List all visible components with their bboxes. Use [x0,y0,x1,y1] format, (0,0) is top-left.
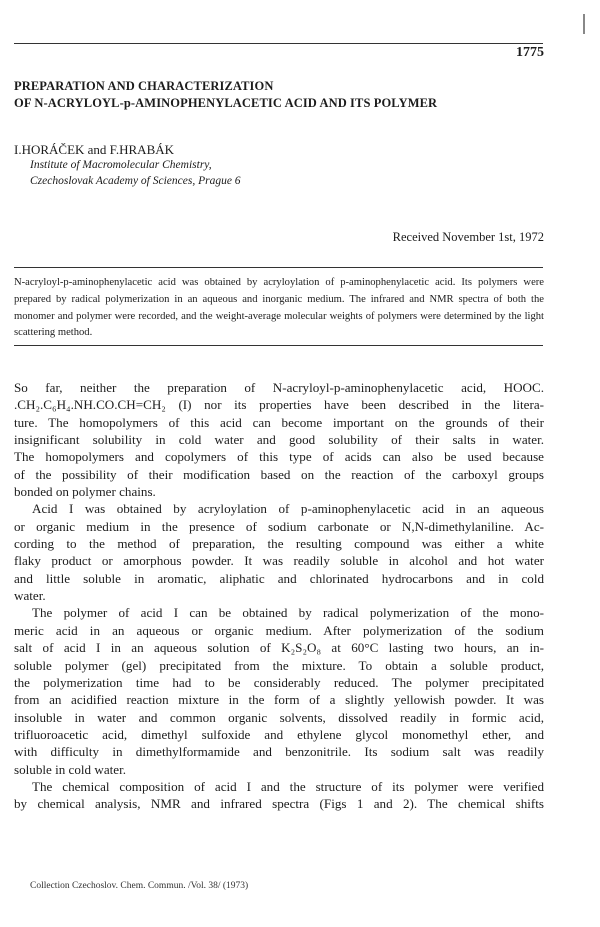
affiliation [30,157,241,189]
body-line: soluble polymer (gel) precipitated from the mixture. To obtain a soluble product, [14,657,544,673]
body-line: from an acidified reaction mixture in the form of a slightly yellowish powder. It was [14,692,544,708]
body-line: salt of acid I in an aqueous solution of K₂S₂O₈ at 60°C lasting two hours, an in- [14,640,544,656]
body-line: The homopolymers and copolymers of this type of acids can also be used because [14,449,544,465]
body-text [14,379,544,813]
body-line: The polymer of acid I can be obtained by radical polymerization of the mono- [32,605,544,621]
abstract-rule-bottom [14,345,543,346]
body-line: of the possibility of their modification based on the reaction of the carboxyl groups [14,466,544,482]
abstract: N-acryloyl-p-aminophenylacetic acid was obtained by acryloylation of p-aminophenylacetic acid. Its polymers were prepared by radical polymerization in an aqueous and inorganic medium. The infrared and NMR spectra of both the monomer and polymer were recorded, and the weight-average molecular weights of polymers were determined by the light scattering method. [14,277,544,339]
body-line: soluble in cold water. [14,761,126,777]
body-line: meric acid in an aqueous or organic medium. After polymerization of the sodium [14,622,544,638]
received-date: Received November 1st, 1972 [392,230,544,244]
body-line: or organic medium in the presence of sodium carbonate or N,N-dimethylaniline. Ac- [14,518,544,534]
body-line: Acid I was obtained by acryloylation of p-aminophenylacetic acid in an aqueous [32,501,544,517]
affiliation-line-1: Institute of Macromolecular Chemistry, [30,159,212,171]
title-line-1: PREPARATION AND CHARACTERIZATION [14,79,274,93]
page-number: 1775 [516,45,544,60]
journal-footer: Collection Czechoslov. Chem. Commun. /Vol. 38/ (1973) [30,881,249,891]
body-line: The chemical composition of acid I and the structure of its polymer were verified [32,778,544,794]
body-line: and little soluble in aromatic, aliphatic and chlorinated hydrocarbons and in cold [14,570,544,586]
title-line-2: OF N-ACRYLOYL-p-AMINOPHENYLACETIC ACID AND ITS POLYMER [14,96,438,110]
margin-mark [583,14,585,34]
body-line: So far, neither the preparation of N-acryloyl-p-aminophenylacetic acid, HOOC. [14,380,544,395]
body-line: with difficulty in dimethylformamide and benzonitrile. Its sodium salt was readily [14,744,544,760]
body-line: bonded on polymer chains. [14,484,156,500]
body-line: insignificant solubility in cold water and good solubility of their salts in water. [14,432,544,448]
body-line: flaky product or amorphous powder. It was readily soluble in alcohol and hot water [14,553,544,569]
body-line: water. [14,588,46,604]
affiliation-line-2: Czechoslovak Academy of Sciences, Prague 6 [30,175,241,187]
body-line: ture. The homopolymers of this acid can become important on the grounds of their [14,414,544,430]
body-line: the polymerization time had to be considerably reduced. The polymer precipitated [14,674,544,690]
body-line: insoluble in water and common organic solvents, dissolved readily in formic acid, [14,709,544,725]
body-line: .CH₂.C₆H₄.NH.CO.CH=CH₂ (I) nor its properties have been described in the litera- [14,397,544,413]
authors: I.HORÁČEK and F.HRABÁK [14,142,175,157]
article-title [14,78,554,112]
body-line: by chemical analysis, NMR and infrared spectra (Figs 1 and 2). The chemical shifts [14,796,544,812]
header-rule [14,43,543,44]
body-line: cording to the method of preparation, the resulting compound was either a white [14,536,544,552]
body-line: trifluoroacetic acid, dimethyl sulfoxide and ethylene glycol monomethyl ether, and [14,726,544,742]
abstract-rule-top [14,267,543,268]
